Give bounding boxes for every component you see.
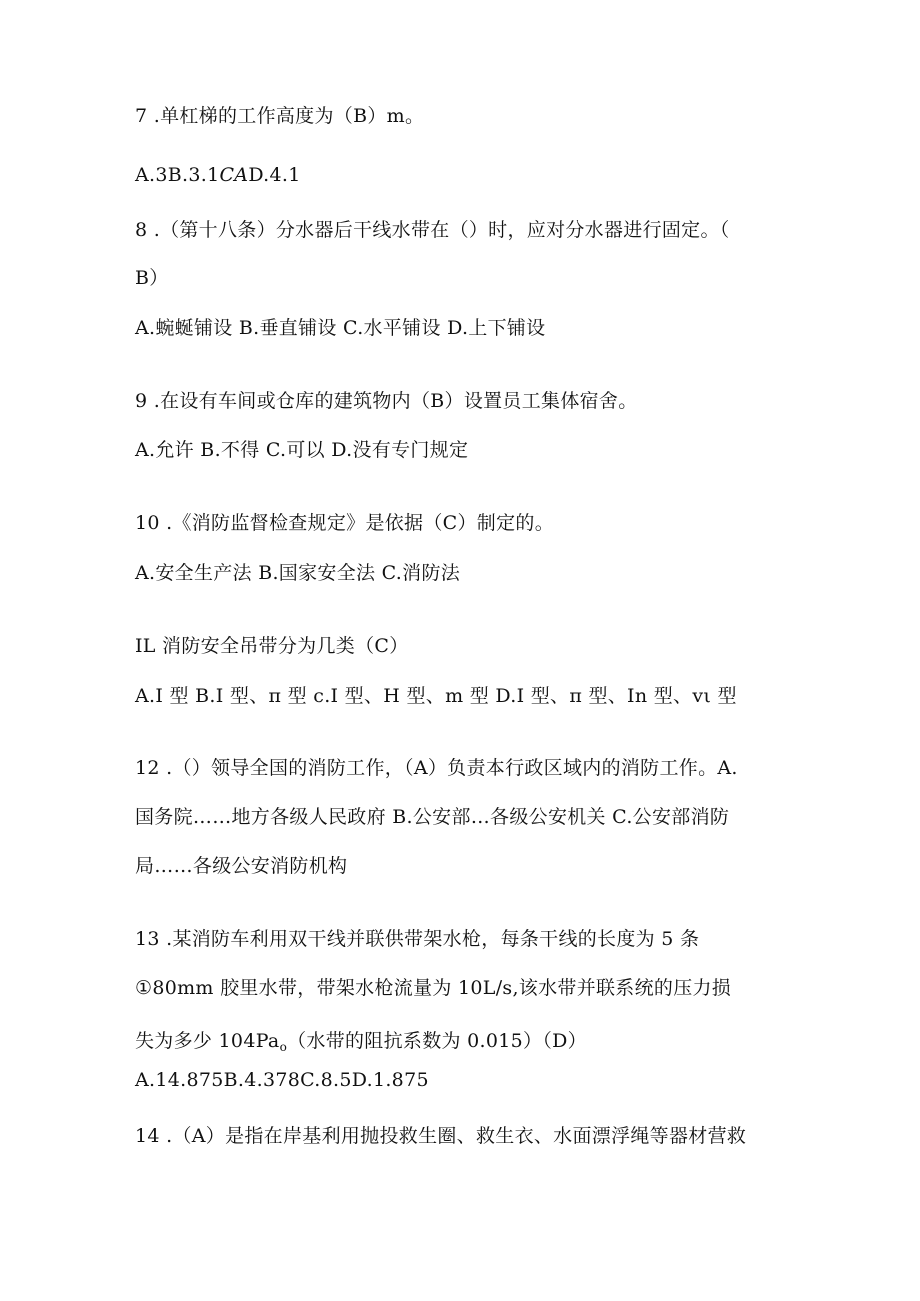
question-7-options — [135, 163, 301, 187]
question-12-line-2: 国务院……地方各级人民政府 B.公安部…各级公安机关 C.公安部消防 — [135, 806, 730, 828]
question-13-line-1: 13 .某消防车利用双干线并联供带架水枪，每条干线的长度为 5 条 — [135, 928, 700, 950]
question-7-stem: 7 .单杠梯的工作高度为（B）m。 — [135, 105, 425, 127]
question-9-stem: 9 .在设有车间或仓库的建筑物内（B）设置员工集体宿舍。 — [135, 390, 638, 412]
question-13-subscript: o — [279, 1040, 288, 1054]
question-10-stem: 10 .《消防监督检查规定》是依据（C）制定的。 — [135, 512, 554, 534]
question-13-line-3 — [135, 1029, 587, 1059]
question-10-options: A.安全生产法 B.国家安全法 C.消防法 — [135, 562, 461, 584]
question-13-line-3-part-b: （水带的阻抗系数为 0.015）（D） — [287, 1030, 587, 1052]
question-13-options: A.14.875B.4.378C.8.5D.1.875 — [135, 1069, 429, 1091]
question-11-stem: IL 消防安全吊带分为几类（C） — [135, 635, 409, 657]
question-11-options: A.I 型 B.I 型、π 型 c.I 型、H 型、m 型 D.I 型、π 型、In 型、vι 型 — [135, 685, 737, 707]
question-7-options-part-c: D.4.1 — [248, 164, 301, 186]
question-7-options-part-a: A.3B.3.1 — [135, 164, 220, 186]
question-9-options: A.允许 B.不得 C.可以 D.没有专门规定 — [135, 439, 469, 461]
question-13-line-2: ①80mm 胶里水带，带架水枪流量为 10L∕s,该水带并联系统的压力损 — [135, 977, 732, 999]
question-8-stem-line-1: 8 .（第十八条）分水器后干线水带在（）时，应对分水器进行固定。（ — [135, 219, 730, 241]
question-8-stem-line-2: B） — [135, 267, 169, 289]
question-12-line-3: 局……各级公安消防机构 — [135, 855, 348, 877]
question-13-line-3-part-a: 失为多少 104Pa — [135, 1030, 280, 1052]
question-14-line-1: 14 .（A）是指在岸基利用抛投救生圈、救生衣、水面漂浮绳等器材营救 — [135, 1125, 747, 1147]
question-12-line-1: 12 .（）领导全国的消防工作，（A）负责本行政区域内的消防工作。A. — [135, 757, 738, 779]
question-7-options-part-b: CA — [219, 164, 249, 186]
question-8-options: A.蜿蜒铺设 B.垂直铺设 C.水平铺设 D.上下铺设 — [135, 317, 546, 339]
